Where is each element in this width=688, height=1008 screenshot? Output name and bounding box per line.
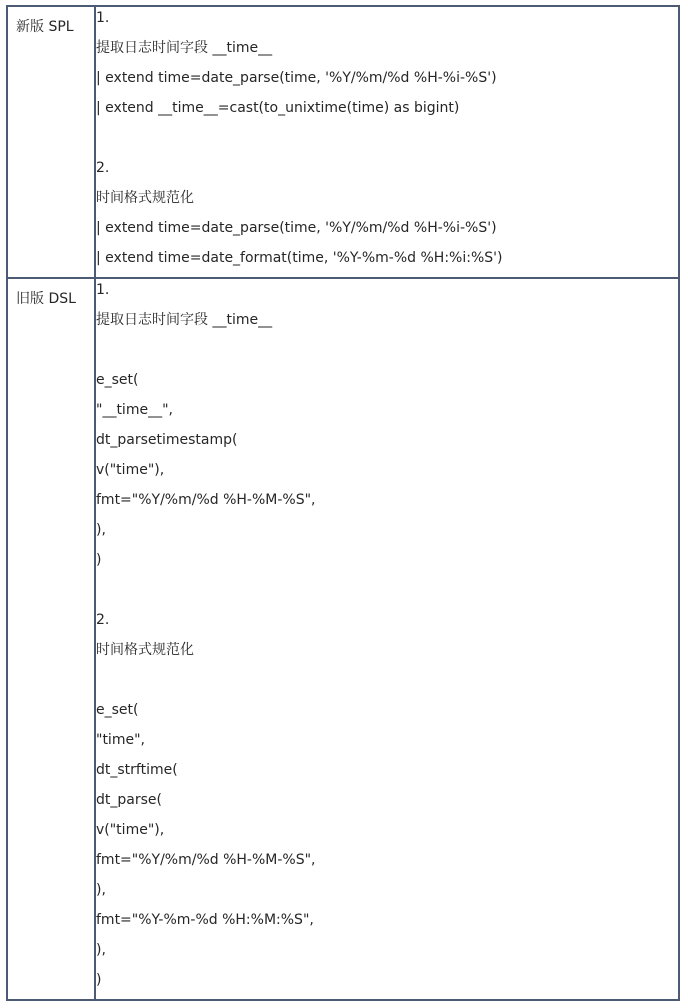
row-label-cell (7, 6, 95, 278)
code-line: dt_strftime( (96, 762, 178, 778)
code-line: fmt="%Y/%m/%d %H-%M-%S", (96, 852, 316, 868)
code-line: e_set( (96, 702, 139, 718)
code-line: 2. (96, 160, 110, 176)
code-line: fmt="%Y/%m/%d %H-%M-%S", (96, 492, 316, 508)
code-line: 时间格式规范化 (96, 190, 194, 206)
table-row-spl (7, 6, 679, 278)
code-line (96, 127, 678, 157)
code-line: "__time__", (96, 402, 173, 418)
code-line: ) (96, 552, 102, 568)
code-line: dt_parse( (96, 792, 162, 808)
code-line: v("time"), (96, 462, 165, 478)
code-line: ), (96, 882, 106, 898)
code-line: | extend time=date_parse(time, '%Y/%m/%d %H-%i-%S') (96, 220, 497, 236)
code-line: 1. (96, 282, 110, 298)
code-line: 1. (96, 10, 110, 26)
code-line (96, 339, 678, 369)
code-line: fmt="%Y-%m-%d %H:%M:%S", (96, 912, 314, 928)
code-line: 2. (96, 612, 110, 628)
code-cell-spl (95, 6, 679, 278)
comparison-table (6, 5, 680, 1001)
code-line: | extend __time__=cast(to_unixtime(time) as bigint) (96, 100, 460, 116)
code-line: ), (96, 522, 106, 538)
code-line: ) (96, 972, 102, 988)
table-row-dsl (7, 278, 679, 1000)
code-line: dt_parsetimestamp( (96, 432, 238, 448)
code-line: ), (96, 942, 106, 958)
row-label-cell (7, 278, 95, 1000)
code-line: "time", (96, 732, 145, 748)
code-cell-dsl (95, 278, 679, 1000)
code-line: v("time"), (96, 822, 165, 838)
code-line (96, 579, 678, 609)
code-line: e_set( (96, 372, 139, 388)
code-line: | extend time=date_format(time, '%Y-%m-%d %H:%i:%S') (96, 250, 503, 266)
row-label-spl: 新版 SPL (16, 19, 74, 35)
code-line (96, 669, 678, 699)
code-line: 时间格式规范化 (96, 642, 194, 658)
code-line: 提取日志时间字段 __time__ (96, 40, 273, 56)
row-label-dsl: 旧版 DSL (16, 291, 76, 307)
code-line: 提取日志时间字段 __time__ (96, 312, 273, 328)
code-line: | extend time=date_parse(time, '%Y/%m/%d %H-%i-%S') (96, 70, 497, 86)
